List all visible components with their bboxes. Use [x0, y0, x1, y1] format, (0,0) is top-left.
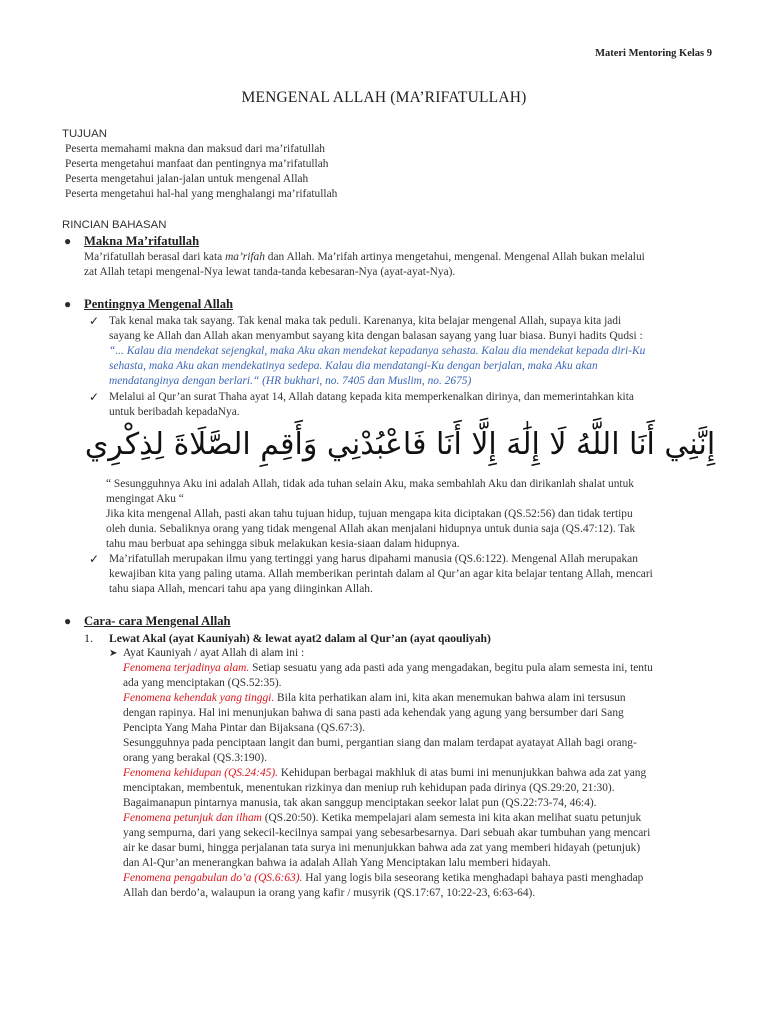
- arrow-bullet-icon: ➤: [109, 648, 118, 659]
- arabic-verse: إِنَّنِي أَنَا اللَّهُ لَا إِلَٰهَ إِلَّا أَنَا فَاعْبُدْنِي وَأَقِمِ الصَّلَاةَ لِذِكْرِي: [84, 427, 716, 462]
- penting-heading-text: Pentingnya Mengenal Allah: [84, 297, 234, 311]
- list-item: ✓ Melalui al Qur’an surat Thaha ayat 14, Allah datang kepada kita memperkenalkan dirinya, dan memerintahkan kita untuk beribadah kepadaNya.: [89, 390, 634, 418]
- tujuan-list: [65, 142, 337, 202]
- checkmark-icon: ✓: [89, 552, 100, 566]
- cara-heading-text: Cara- cara Mengenal Allah: [84, 614, 231, 628]
- penting-heading: [64, 297, 233, 312]
- numbered-subheading: 1. Lewat Akal (ayat Kauniyah) & lewat ayat2 dalam al Qur’an (ayat qaouliyah): [84, 631, 491, 645]
- checkmark-icon: ✓: [89, 314, 100, 328]
- bullet-icon: ●: [64, 234, 72, 248]
- list-item: Peserta mengetahui manfaat dan pentingnya ma’rifatullah: [65, 158, 329, 170]
- page-title: MENGENAL ALLAH (MA’RIFATULLAH): [241, 89, 527, 106]
- bullet-icon: ●: [64, 614, 72, 628]
- header-course-label: Materi Mentoring Kelas 9: [595, 48, 712, 59]
- list-item: ✓ Tak kenal maka tak sayang. Tak kenal maka tak peduli. Karenanya, kita belajar mengenal Allah, supaya kita jadi sayang ke Allah dan Allah akan menyambut sayang kita dengan balasan sayang yang luar biasa. Bunyi hadits Qudsi : “... Kalau dia mendekat sejengkal, maka Aku akan mendekat kepadanya sehasta. Kalau dia mendekat kepada diri-Ku sehasta, maka Aku akan mendekatinya sedepa. Kalau dia mendatangi-Ku dengan berjalan, maka Aku akan mendatanginya dengan berlari.“ (HR bukhari, no. 7405 dan Muslim, no. 2675): [89, 314, 689, 389]
- list-item: ➤ Ayat Kauniyah / ayat Allah di alam ini :: [109, 647, 305, 659]
- makna-heading-text: Makna Ma’rifatullah: [84, 234, 200, 248]
- rincian-label: RINCIAN BAHASAN: [62, 219, 167, 231]
- list-item: ✓ Ma’rifatullah merupakan ilmu yang tertinggi yang harus dipahami manusia (QS.6:122). Mengenal Allah merupakan kewajiban kita yang paling utama. Allah memberikan perintah dalam al Qur’an agar kita belajar tentang Allah, mencari tahu siapa Allah, mencari tahu apa yang diinginkan Allah.: [89, 552, 653, 595]
- tujuan-label: TUJUAN: [62, 128, 107, 140]
- checkmark-icon: ✓: [89, 390, 100, 404]
- list-item: Peserta mengetahui jalan-jalan untuk mengenal Allah: [65, 173, 309, 185]
- hadits-quote: “... Kalau dia mendekat sejengkal, maka Aku akan mendekat kepadanya sehasta. Kalau dia mendekat kepada diri-Ku: [109, 345, 646, 357]
- list-item: Peserta memahami makna dan maksud dari ma’rifatullah: [65, 143, 325, 155]
- bullet-icon: ●: [64, 297, 72, 311]
- makna-heading: [64, 234, 199, 249]
- makna-paragraph: Ma’rifatullah berasal dari kata ma’rifah dan Allah. Ma’rifah artinya mengetahui, mengenal. Mengenal Allah bukan melalui zat Allah tetapi mengenal-Nya lewat tanda-tanda kebesaran-Nya (ayat-ayat-Nya).: [84, 251, 645, 278]
- kauniyah-block: Fenomena terjadinya alam. Setiap sesuatu yang ada pasti ada yang mengadakan, begitu pula alam semesta ini, tentu ada yang menciptakan (QS.52:35). Fenomena kehendak yang tinggi. Bila kita perhatikan alam ini, kita akan menemukan bahwa alam ini tersusun dengan rapinya. Hal ini menunjukan bahwa di sana pasti ada kehendak yang agung yang bersumber dari Sang Pencipta Yang Maha Pintar dan Bijaksana (QS.67:3). Sesungguhnya pada penciptaan langit dan bumi, pergantian siang dan malam terdapat ayatayat Allah bagi orang- orang yang berakal (QS.3:190). Fenomena kehidupan (QS.24:45). Kehidupan berbagai makhluk di atas bumi ini menunjukkan bahwa ada zat yang menciptakan, membentuk, menentukan rizkinya dan meniup ruh kehidupan pada dirinya (QS.29:20, 21:30). Bagaimanapun pintarnya manusia, tak akan sanggup menciptakan seekor lalat pun (QS.22:73-74, 46:4). Fenomena petunjuk dan ilham (QS.20:50). Ketika mempelajari alam semesta ini kita akan melihat suatu petunjuk yang sempurna, dari yang sekecil-kecilnya sampai yang sebesarbesarnya. Dari sebuah akar tumbuhan yang mencari air ke dasar bumi, hingga perjalanan tata surya ini menunjukkan bahwa ada zat yang memberi hidayah (petunjuk) dan Al-Qur’an menerangkan bahwa ia adalah Allah Yang Menciptakan lalu memberi hidayah. Fenomena pengabulan do’a (QS.6:63). Hal yang logis bila seseorang ketika menghadapi bahaya pasti menghadap Allah dan berdo’a, walaupun ia orang yang kafir / musyrik (QS.17:67, 10:22-23, 6:63-64).: [123, 662, 653, 899]
- cara-heading: [64, 614, 231, 629]
- list-item: Peserta mengetahui hal-hal yang menghalangi ma’rifatullah: [65, 188, 338, 200]
- translation-paragraph: “ Sesungguhnya Aku ini adalah Allah, tidak ada tuhan selain Aku, maka sembahlah Aku dan dirikanlah shalat untuk mengingat Aku “ Jika kita mengenal Allah, pasti akan tahu tujuan hidup, tujuan mengapa kita diciptakan (QS.52:56) dan tidak tertipu oleh dunia. Sebaliknya orang yang tidak mengenal Allah akan menjalani hidupnya untuk dunia saja (QS.47:12). Tak tahu mau berbuat apa sehingga sibuk melakukan kesia-siaan dalam hidupnya.: [106, 478, 636, 550]
